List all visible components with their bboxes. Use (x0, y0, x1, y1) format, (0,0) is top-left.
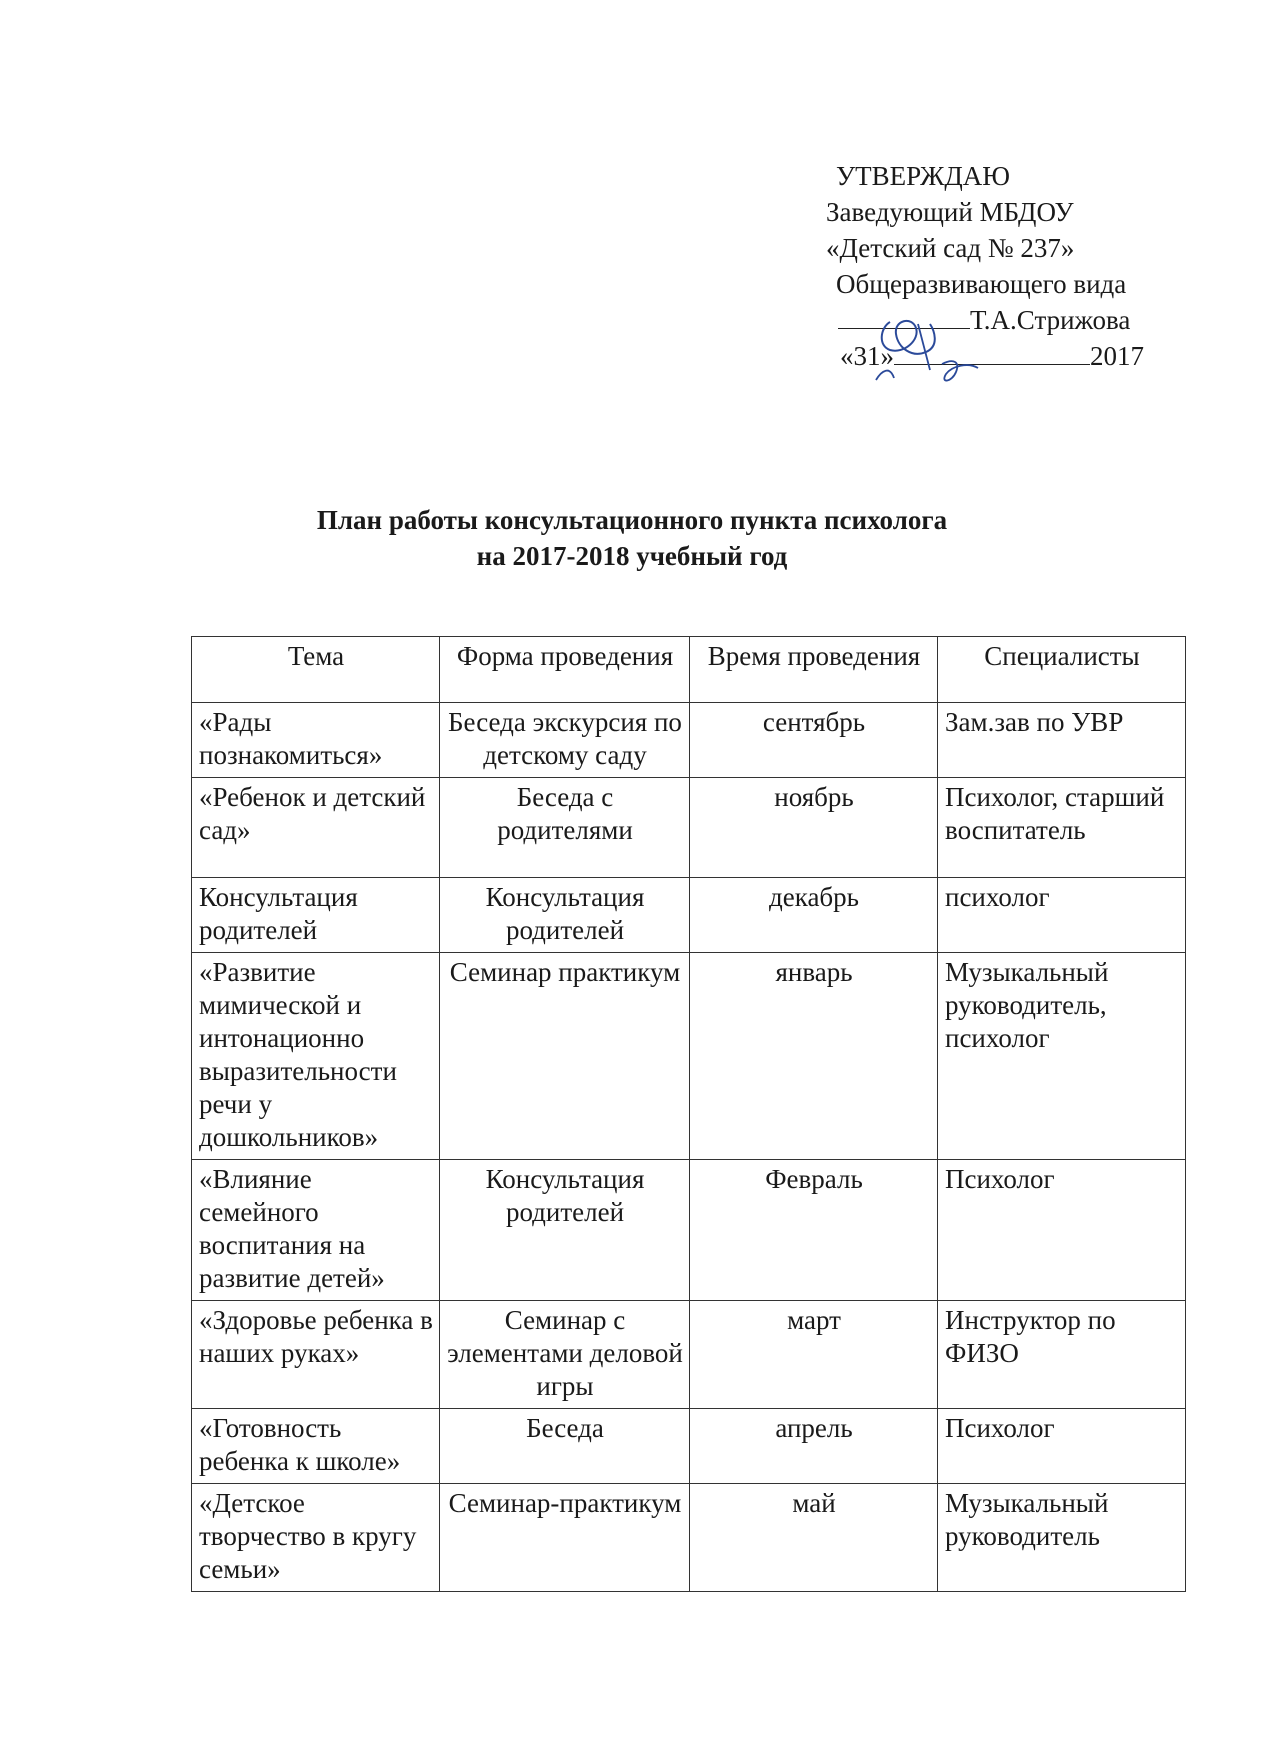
approval-position: Заведующий МБДОУ (826, 197, 1074, 227)
cell-specialists: психолог (938, 878, 1186, 953)
table-header-row (192, 637, 1186, 703)
cell-form: Беседа (440, 1409, 690, 1484)
table-row (192, 703, 1186, 778)
cell-specialists: Зам.зав по УВР (938, 703, 1186, 778)
title-line-2: на 2017-2018 учебный год (476, 541, 788, 571)
header-theme: Тема (192, 637, 440, 703)
table-row (192, 953, 1186, 1160)
cell-time: Февраль (690, 1160, 938, 1301)
work-plan-table (191, 636, 1186, 1592)
document-title (0, 502, 1264, 574)
approval-signatory: Т.А.Стрижова (970, 305, 1131, 335)
cell-form: Семинар-практикум (440, 1484, 690, 1592)
cell-time: май (690, 1484, 938, 1592)
table-row (192, 1409, 1186, 1484)
header-specialists: Специалисты (938, 637, 1186, 703)
cell-specialists: Музыкальный руководитель (938, 1484, 1186, 1592)
cell-form: Семинар с элементами деловой игры (440, 1301, 690, 1409)
approval-heading: УТВЕРЖДАЮ (836, 161, 1011, 191)
cell-form: Беседа с родителями (440, 778, 690, 878)
cell-theme: «Готовность ребенка к школе» (192, 1409, 440, 1484)
cell-time: март (690, 1301, 938, 1409)
table-row (192, 1484, 1186, 1592)
cell-theme: Консультация родителей (192, 878, 440, 953)
cell-specialists: Психолог, старший воспитатель (938, 778, 1186, 878)
cell-form: Консультация родителей (440, 878, 690, 953)
cell-time: сентябрь (690, 703, 938, 778)
approval-org: «Детский сад № 237» (826, 233, 1075, 263)
cell-specialists: Инструктор по ФИЗО (938, 1301, 1186, 1409)
cell-specialists: Психолог (938, 1160, 1186, 1301)
approval-date-year: 2017 (1090, 341, 1144, 371)
cell-time: январь (690, 953, 938, 1160)
approval-org-type: Общеразвивающего вида (836, 269, 1127, 299)
cell-form: Семинар практикум (440, 953, 690, 1160)
cell-theme: «Здоровье ребенка в наших руках» (192, 1301, 440, 1409)
table-row (192, 1301, 1186, 1409)
cell-time: ноябрь (690, 778, 938, 878)
header-form: Форма проведения (440, 637, 690, 703)
table-row (192, 1160, 1186, 1301)
cell-specialists: Психолог (938, 1409, 1186, 1484)
handwritten-signature (860, 300, 1000, 390)
cell-theme: «Влияние семейного воспитания на развитие детей» (192, 1160, 440, 1301)
cell-form: Консультация родителей (440, 1160, 690, 1301)
approval-date-day: «31» (840, 341, 894, 371)
cell-time: декабрь (690, 878, 938, 953)
cell-theme: «Детское творчество в кругу семьи» (192, 1484, 440, 1592)
table-row (192, 878, 1186, 953)
cell-time: апрель (690, 1409, 938, 1484)
cell-theme: «Ребенок и детский сад» (192, 778, 440, 878)
cell-theme: «Развитие мимической и интонационно выразительности речи у дошкольников» (192, 953, 440, 1160)
cell-form: Беседа экскурсия по детскому саду (440, 703, 690, 778)
header-time: Время проведения (690, 637, 938, 703)
table-row (192, 778, 1186, 878)
cell-specialists: Музыкальный руководитель, психолог (938, 953, 1186, 1160)
title-line-1: План работы консультационного пункта психолога (316, 505, 948, 535)
cell-theme: «Рады познакомиться» (192, 703, 440, 778)
